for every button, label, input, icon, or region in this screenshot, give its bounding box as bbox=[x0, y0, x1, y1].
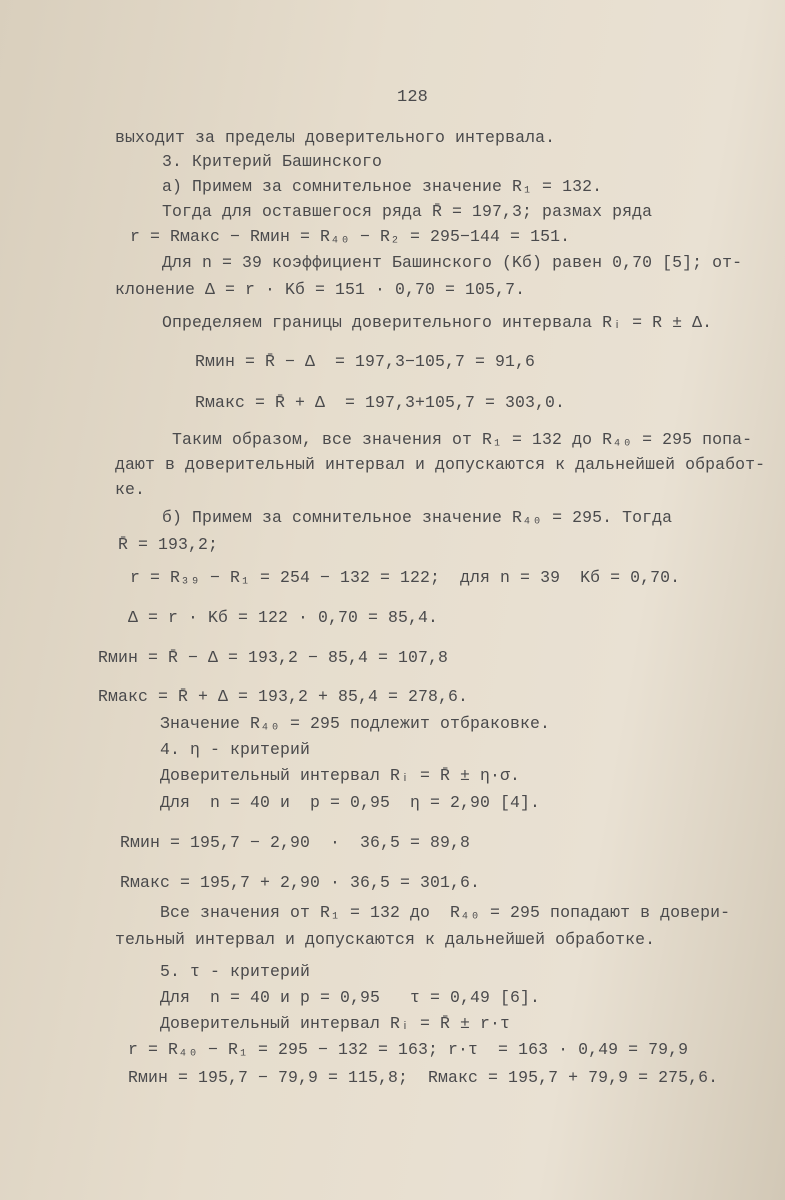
formula-line: Rмакс = R̄ + Δ = 193,2 + 85,4 = 278,6. bbox=[98, 687, 469, 706]
text-line: Таким образом, все значения от R₁ = 132 до R₄₀ = 295 попа- bbox=[172, 430, 753, 449]
text-line: Значение R₄₀ = 295 подлежит отбраковке. bbox=[160, 714, 551, 733]
text-line: а) Примем за сомнительное значение R₁ = 132. bbox=[162, 177, 603, 196]
formula-line: Rмин = 195,7 − 2,90 · 36,5 = 89,8 bbox=[120, 833, 471, 852]
formula-line: Rмин = R̄ − Δ = 193,2 − 85,4 = 107,8 bbox=[98, 648, 449, 667]
text-line: клонение Δ = r · Kб = 151 · 0,70 = 105,7. bbox=[115, 280, 526, 299]
text-line: Доверительный интервал Rᵢ = R̄ ± η·σ. bbox=[160, 766, 521, 785]
text-line: Определяем границы доверительного интервала Rᵢ = R ± Δ. bbox=[162, 313, 713, 332]
section-heading: 3. Критерий Башинского bbox=[162, 152, 383, 171]
formula-line: R̄ = 193,2; bbox=[118, 535, 219, 554]
text-line: Для n = 39 коэффициент Башинского (Kб) равен 0,70 [5]; от- bbox=[162, 253, 743, 272]
formula-line: r = R₄₀ − R₁ = 295 − 132 = 163; r·τ = 163 · 0,49 = 79,9 bbox=[128, 1040, 689, 1059]
formula-line: r = R₃₉ − R₁ = 254 − 132 = 122; для n = 39 Kб = 0,70. bbox=[130, 568, 681, 587]
formula-line: Δ = r · Kб = 122 · 0,70 = 85,4. bbox=[128, 608, 439, 627]
text-line: Тогда для оставшегося ряда R̄ = 197,3; размах ряда bbox=[162, 202, 653, 221]
section-heading: 5. τ - критерий bbox=[160, 962, 311, 981]
text-line: Для n = 40 и p = 0,95 τ = 0,49 [6]. bbox=[160, 988, 541, 1007]
text-line: Доверительный интервал Rᵢ = R̄ ± r·τ bbox=[160, 1014, 511, 1033]
text-line: б) Примем за сомнительное значение R₄₀ = 295. Тогда bbox=[162, 508, 673, 527]
text-line: ке. bbox=[115, 480, 146, 499]
page-number: 128 bbox=[397, 88, 428, 107]
text-line: выходит за пределы доверительного интервала. bbox=[115, 128, 556, 147]
text-line: Все значения от R₁ = 132 до R₄₀ = 295 попадают в довери- bbox=[160, 903, 731, 922]
formula-line: Rмакс = R̄ + Δ = 197,3+105,7 = 303,0. bbox=[195, 393, 566, 412]
formula-line: r = Rмакс − Rмин = R₄₀ − R₂ = 295−144 = 151. bbox=[130, 227, 571, 246]
text-line: дают в доверительный интервал и допускаются к дальнейшей обработ- bbox=[115, 455, 766, 474]
text-line: тельный интервал и допускаются к дальнейшей обработке. bbox=[115, 930, 656, 949]
section-heading: 4. η - критерий bbox=[160, 740, 311, 759]
formula-line: Rмакс = 195,7 + 2,90 · 36,5 = 301,6. bbox=[120, 873, 481, 892]
formula-line: Rмин = 195,7 − 79,9 = 115,8; Rмакс = 195,7 + 79,9 = 275,6. bbox=[128, 1068, 719, 1087]
formula-line: Rмин = R̄ − Δ = 197,3−105,7 = 91,6 bbox=[195, 352, 536, 371]
text-line: Для n = 40 и p = 0,95 η = 2,90 [4]. bbox=[160, 793, 541, 812]
